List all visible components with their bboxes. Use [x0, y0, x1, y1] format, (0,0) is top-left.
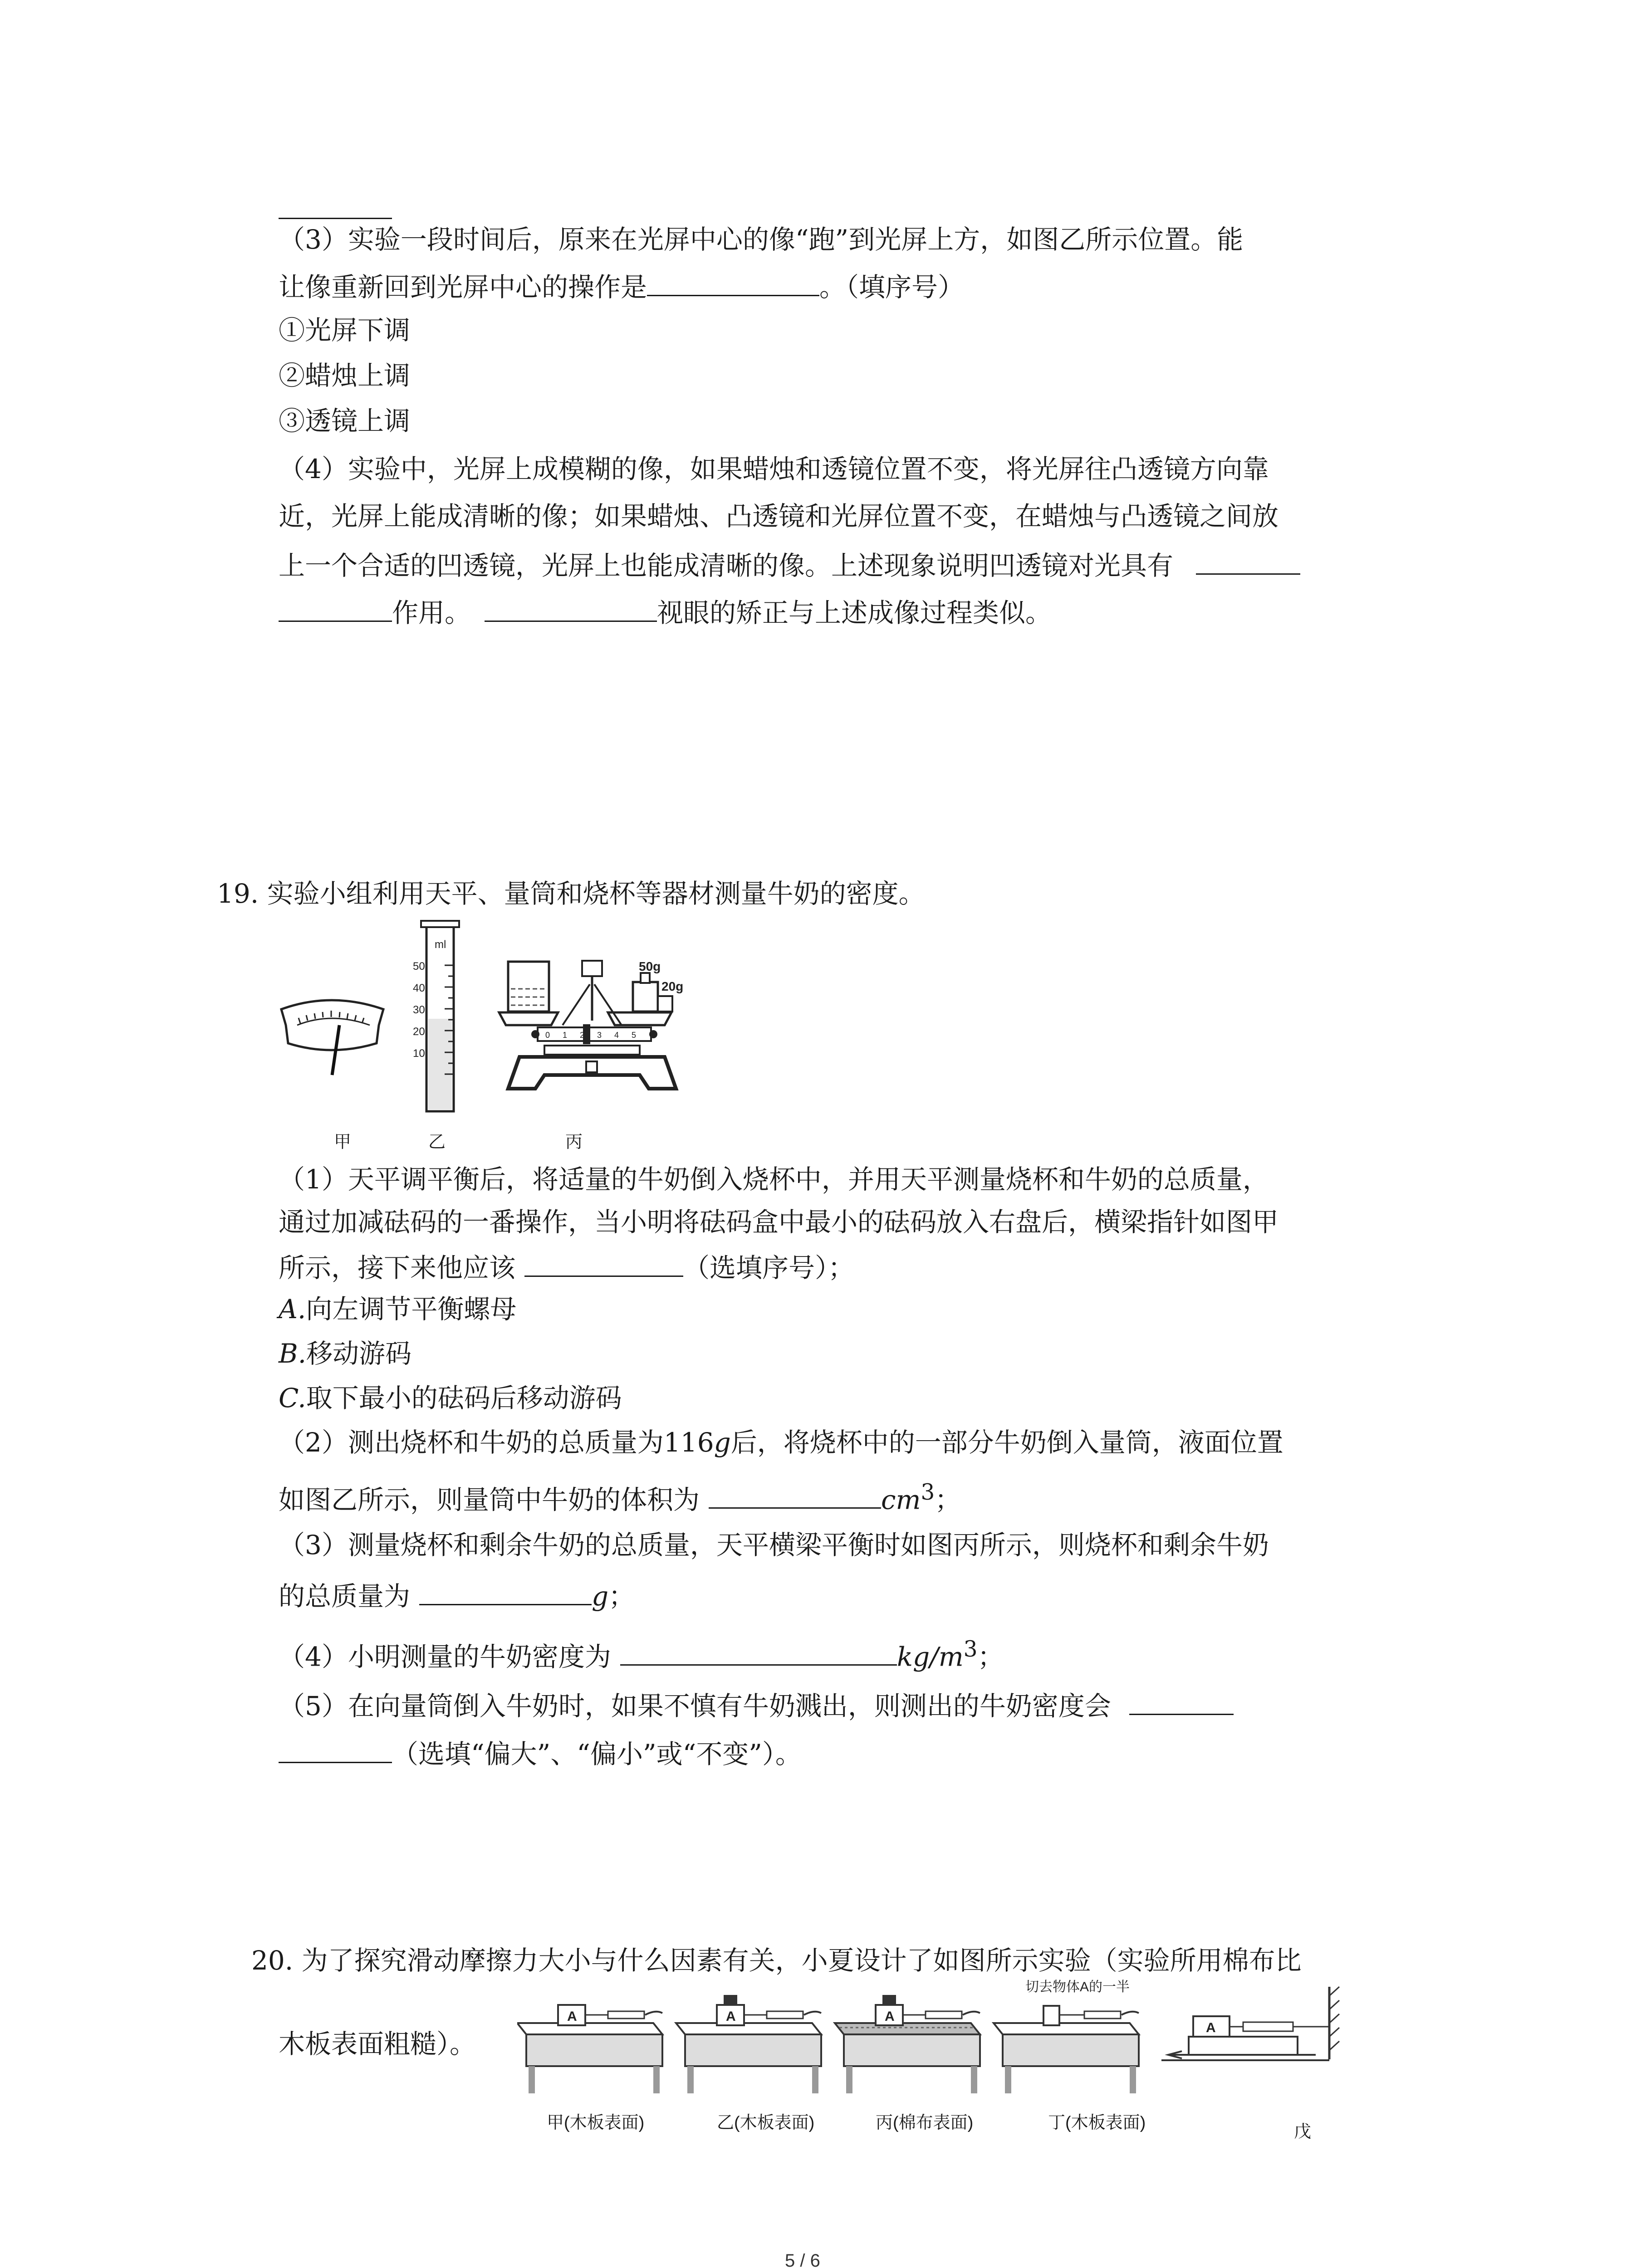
page-number: 5 / 6 [785, 2251, 820, 2268]
q18-part4-line4: 作用。 视眼的矫正与上述成像过程类似。 [279, 592, 1052, 631]
answer-blank-q19-5[interactable] [1129, 1686, 1234, 1715]
q18-part3-line1: （3）实验一段时间后，原来在光屏中心的像“跑”到光屏上方，如图乙所示位置。能 [279, 224, 1244, 255]
answer-blank-top[interactable] [279, 191, 392, 219]
caption-yi: 乙(木板表面) [717, 2113, 815, 2132]
q20-line2: 木板表面粗糙）。 [279, 2028, 476, 2059]
svg-text:30: 30 [413, 1004, 425, 1016]
q19-part5-line1: （5）在向量筒倒入牛奶时，如果不慎有牛奶溅出，则测出的牛奶密度会 [279, 1686, 1234, 1724]
pointer-dial [281, 1000, 383, 1075]
q19-part3-line1: （3）测量烧杯和剩余牛奶的总质量，天平横梁平衡时如图丙所示，则烧杯和剩余牛奶 [279, 1530, 1269, 1560]
q19-part5-line2: （选填“偏大”、“偏小”或“不变”）。 [279, 1734, 802, 1772]
q19-part2-line1: （2）测出烧杯和牛奶的总质量为116g后，将烧杯中的一部分牛奶倒入量筒，液面位置 [279, 1427, 1283, 1458]
q20-figure [517, 1978, 1434, 2132]
setup-ding [994, 1980, 1139, 2093]
svg-text:ml: ml [435, 938, 446, 951]
setup-bing [835, 1995, 980, 2093]
answer-blank-q19-1[interactable] [524, 1247, 683, 1277]
svg-text:20: 20 [413, 1026, 425, 1038]
svg-text:A: A [726, 2009, 736, 2024]
answer-blank-q19-4[interactable] [620, 1636, 897, 1666]
q20-line1: 20. 为了探究滑动摩擦力大小与什么因素有关，小夏设计了如图所示实验（实验所用棉布比 [251, 1945, 1302, 1976]
q19-title: 19. 实验小组利用天平、量筒和烧杯等器材测量牛奶的密度。 [217, 878, 925, 909]
answer-blank-q19-2[interactable] [709, 1479, 881, 1509]
q19-part4: （4）小明测量的牛奶密度为 $kg/m^3$； [279, 1637, 1004, 1672]
q19-part2-line2: 如图乙所示，则量筒中牛奶的体积为 $cm^3$； [279, 1480, 961, 1515]
q18-option-2: ②蜡烛上调 [279, 360, 411, 391]
fig-label-jia: 甲 [334, 1133, 352, 1152]
q19-option-a: A.向左调节平衡螺母 [279, 1294, 517, 1325]
answer-blank-q19-5-cont[interactable] [279, 1734, 392, 1763]
q19-option-b: B.移动游码 [279, 1338, 412, 1369]
caption-ding: 丁(木板表面) [1048, 2113, 1146, 2132]
svg-text:5: 5 [632, 1031, 637, 1040]
svg-text:1: 1 [563, 1031, 568, 1040]
caption-jia: 甲(木板表面) [547, 2113, 645, 2132]
q18-option-1: ①光屏下调 [279, 315, 411, 346]
q19-figure [272, 907, 726, 1125]
svg-text:50: 50 [413, 960, 425, 973]
svg-text:50g: 50g [639, 959, 661, 973]
q19-part1-line2: 通过加减砝码的一番操作，当小明将砝码盒中最小的砝码放入右盘后，横梁指针如图甲 [279, 1207, 1279, 1237]
graduated-cylinder [413, 921, 459, 1111]
q19-part1-line1: （1）天平调平衡后，将适量的牛奶倒入烧杯中，并用天平测量烧杯和牛奶的总质量， [279, 1164, 1269, 1195]
svg-text:A: A [1206, 2020, 1216, 2035]
answer-blank-q18-4a-cont[interactable] [279, 592, 392, 622]
q19-part3-line2: 的总质量为 g； [279, 1576, 635, 1614]
setup-wu [1161, 1987, 1339, 2060]
svg-text:2: 2 [580, 1031, 585, 1040]
beam-balance [499, 959, 683, 1089]
svg-text:10: 10 [413, 1047, 425, 1060]
svg-text:4: 4 [614, 1031, 619, 1040]
answer-blank-q18-4a[interactable] [1196, 545, 1300, 575]
setup-yi [676, 1995, 821, 2093]
answer-blank-q18-4b[interactable] [485, 592, 657, 622]
svg-text:0: 0 [545, 1031, 550, 1040]
svg-text:3: 3 [597, 1031, 602, 1040]
q19-option-c: C.取下最小的砝码后移动游码 [279, 1383, 622, 1413]
q18-part4-line1: （4）实验中，光屏上成模糊的像，如果蜡烛和透镜位置不变，将光屏往凸透镜方向靠 [279, 454, 1269, 484]
fig-label-yi: 乙 [428, 1133, 446, 1152]
q18-part4-line2: 近，光屏上能成清晰的像；如果蜡烛、凸透镜和光屏位置不变，在蜡烛与凸透镜之间放 [279, 501, 1279, 532]
q18-part3-line2: 让像重新回到光屏中心的操作是 。（填序号） [279, 267, 964, 305]
svg-text:A: A [567, 2009, 577, 2024]
svg-text:20g: 20g [661, 979, 684, 993]
setup-jia [517, 2005, 662, 2093]
q18-part4-line3: 上一个合适的凹透镜，光屏上也能成清晰的像。上述现象说明凹透镜对光具有 [279, 545, 1300, 584]
q18-option-3: ③透镜上调 [279, 406, 411, 436]
svg-text:40: 40 [413, 982, 425, 994]
caption-wu: 戊 [1294, 2122, 1312, 2141]
answer-blank-q18-3[interactable] [647, 267, 819, 296]
answer-blank-q19-3[interactable] [419, 1576, 592, 1605]
caption-bing: 丙(棉布表面) [876, 2113, 974, 2132]
svg-text:A: A [885, 2009, 895, 2024]
svg-text:切去物体A的一半: 切去物体A的一半 [1025, 1980, 1130, 1994]
q19-part1-line3: 所示，接下来他应该 （选填序号）； [279, 1247, 854, 1286]
fig-label-bing: 丙 [565, 1133, 583, 1152]
